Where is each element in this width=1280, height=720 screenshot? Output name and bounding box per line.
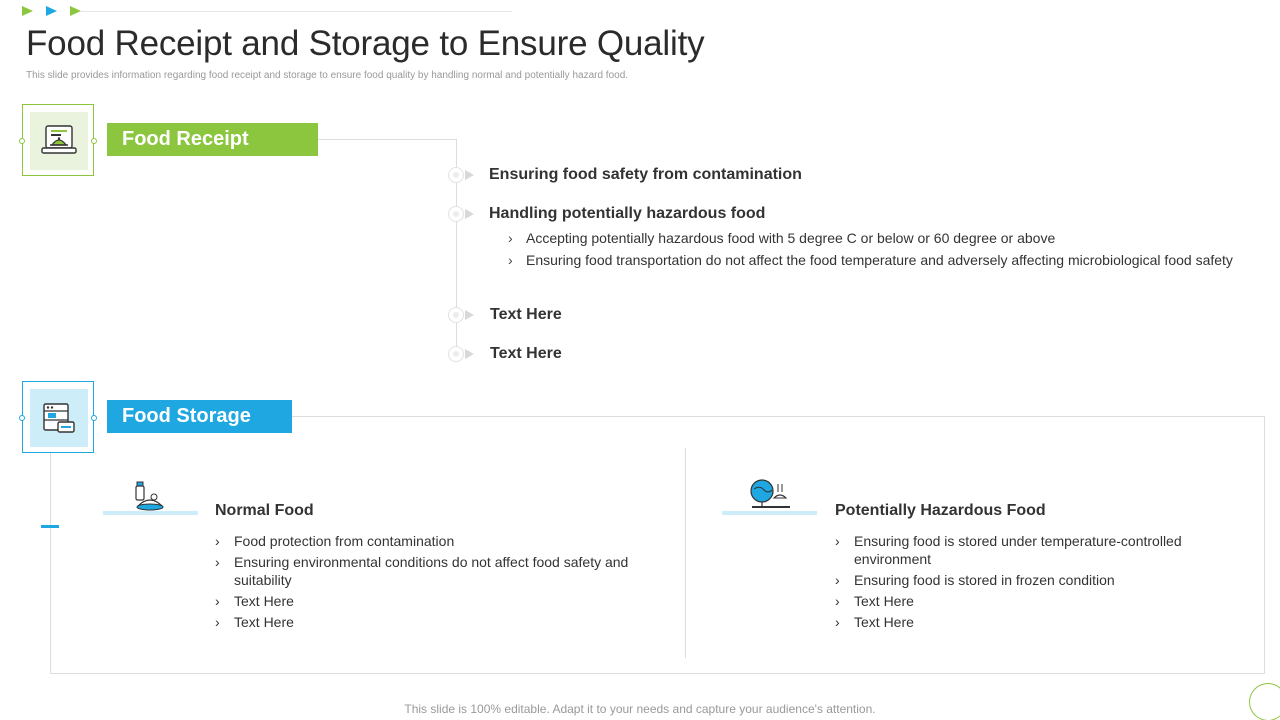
normal-food-list	[215, 532, 635, 634]
list-item-text: Ensuring environmental conditions do not affect food safety and suitability	[234, 554, 629, 588]
page-title: Food Receipt and Storage to Ensure Quality	[26, 24, 705, 63]
list-item-text: Ensuring food is stored in frozen condition	[854, 572, 1115, 588]
list-item	[215, 613, 635, 631]
chevron-right-icon: ›	[835, 572, 840, 588]
receipt-sub-item	[508, 230, 1055, 246]
list-item	[835, 592, 1235, 610]
globe-meal-icon	[748, 478, 792, 515]
hazardous-food-list	[835, 532, 1235, 634]
timeline-node	[448, 206, 464, 222]
list-item	[835, 532, 1235, 568]
hazardous-food-title: Potentially Hazardous Food	[835, 502, 1046, 519]
timeline-arrow	[465, 349, 474, 359]
receipt-point: Text Here	[490, 345, 562, 362]
chevron-right-icon: ›	[215, 533, 220, 549]
column-divider	[685, 448, 686, 658]
food-storage-label: Food Storage	[107, 400, 292, 433]
list-item-text: Text Here	[234, 614, 294, 630]
chevron-right-icon: ›	[835, 533, 840, 549]
header-rule	[80, 11, 512, 12]
list-item-text: Text Here	[854, 593, 914, 609]
list-item-text: Text Here	[854, 614, 914, 630]
storage-cabinet-icon	[30, 389, 88, 447]
connector-dot	[91, 138, 97, 144]
connector-dot	[91, 415, 97, 421]
storage-frame-accent	[41, 525, 59, 528]
timeline-arrow	[465, 310, 474, 320]
normal-food-title: Normal Food	[215, 502, 314, 519]
chevron-right-icon: ›	[215, 554, 220, 570]
column-underline	[103, 511, 198, 515]
header-arrow-1	[22, 6, 33, 16]
chevron-right-icon: ›	[508, 252, 513, 268]
storage-frame-right	[1264, 416, 1265, 674]
connector-dot	[19, 415, 25, 421]
chevron-right-icon: ›	[835, 614, 840, 630]
list-item-text: Ensuring food is stored under temperature-controlled environment	[854, 533, 1182, 567]
list-item	[215, 553, 635, 589]
page-subtitle: This slide provides information regarding food receipt and storage to ensure food quality by handling normal and potentially hazard food.	[26, 70, 629, 81]
chevron-right-icon: ›	[835, 593, 840, 609]
column-underline	[722, 511, 817, 515]
storage-icon-box	[22, 381, 94, 453]
timeline-node	[448, 346, 464, 362]
chevron-right-icon: ›	[215, 593, 220, 609]
receipt-point: Ensuring food safety from contamination	[489, 166, 802, 183]
timeline-arrow	[465, 170, 474, 180]
header-arrow-2	[46, 6, 57, 16]
receipt-sub-item-text: Accepting potentially hazardous food with 5 degree C or below or 60 degree or above	[526, 230, 1056, 246]
food-receipt-label: Food Receipt	[107, 123, 318, 156]
storage-frame-bottom	[50, 673, 1265, 674]
list-item	[215, 592, 635, 610]
list-item	[215, 532, 635, 550]
connector-dot	[19, 138, 25, 144]
storage-frame-left	[50, 453, 51, 674]
footer-note: This slide is 100% editable. Adapt it to your needs and capture your audience's attention.	[404, 702, 876, 716]
receipt-point: Handling potentially hazardous food	[489, 205, 766, 222]
receipt-sub-item	[508, 252, 1233, 268]
list-item	[835, 571, 1235, 589]
list-item-text: Text Here	[234, 593, 294, 609]
receipt-connector	[318, 139, 457, 140]
storage-frame-top	[292, 416, 1265, 417]
receipt-point: Text Here	[490, 306, 562, 323]
chevron-right-icon: ›	[508, 230, 513, 246]
laptop-food-order-icon	[30, 112, 88, 170]
timeline-node	[448, 167, 464, 183]
list-item-text: Food protection from contamination	[234, 533, 455, 549]
timeline-node	[448, 307, 464, 323]
timeline-arrow	[465, 209, 474, 219]
receipt-icon-box	[22, 104, 94, 176]
list-item	[835, 613, 1235, 631]
chevron-right-icon: ›	[215, 614, 220, 630]
receipt-sub-item-text: Ensuring food transportation do not affect the food temperature and adversely affecting microbiological food safety	[526, 252, 1233, 268]
